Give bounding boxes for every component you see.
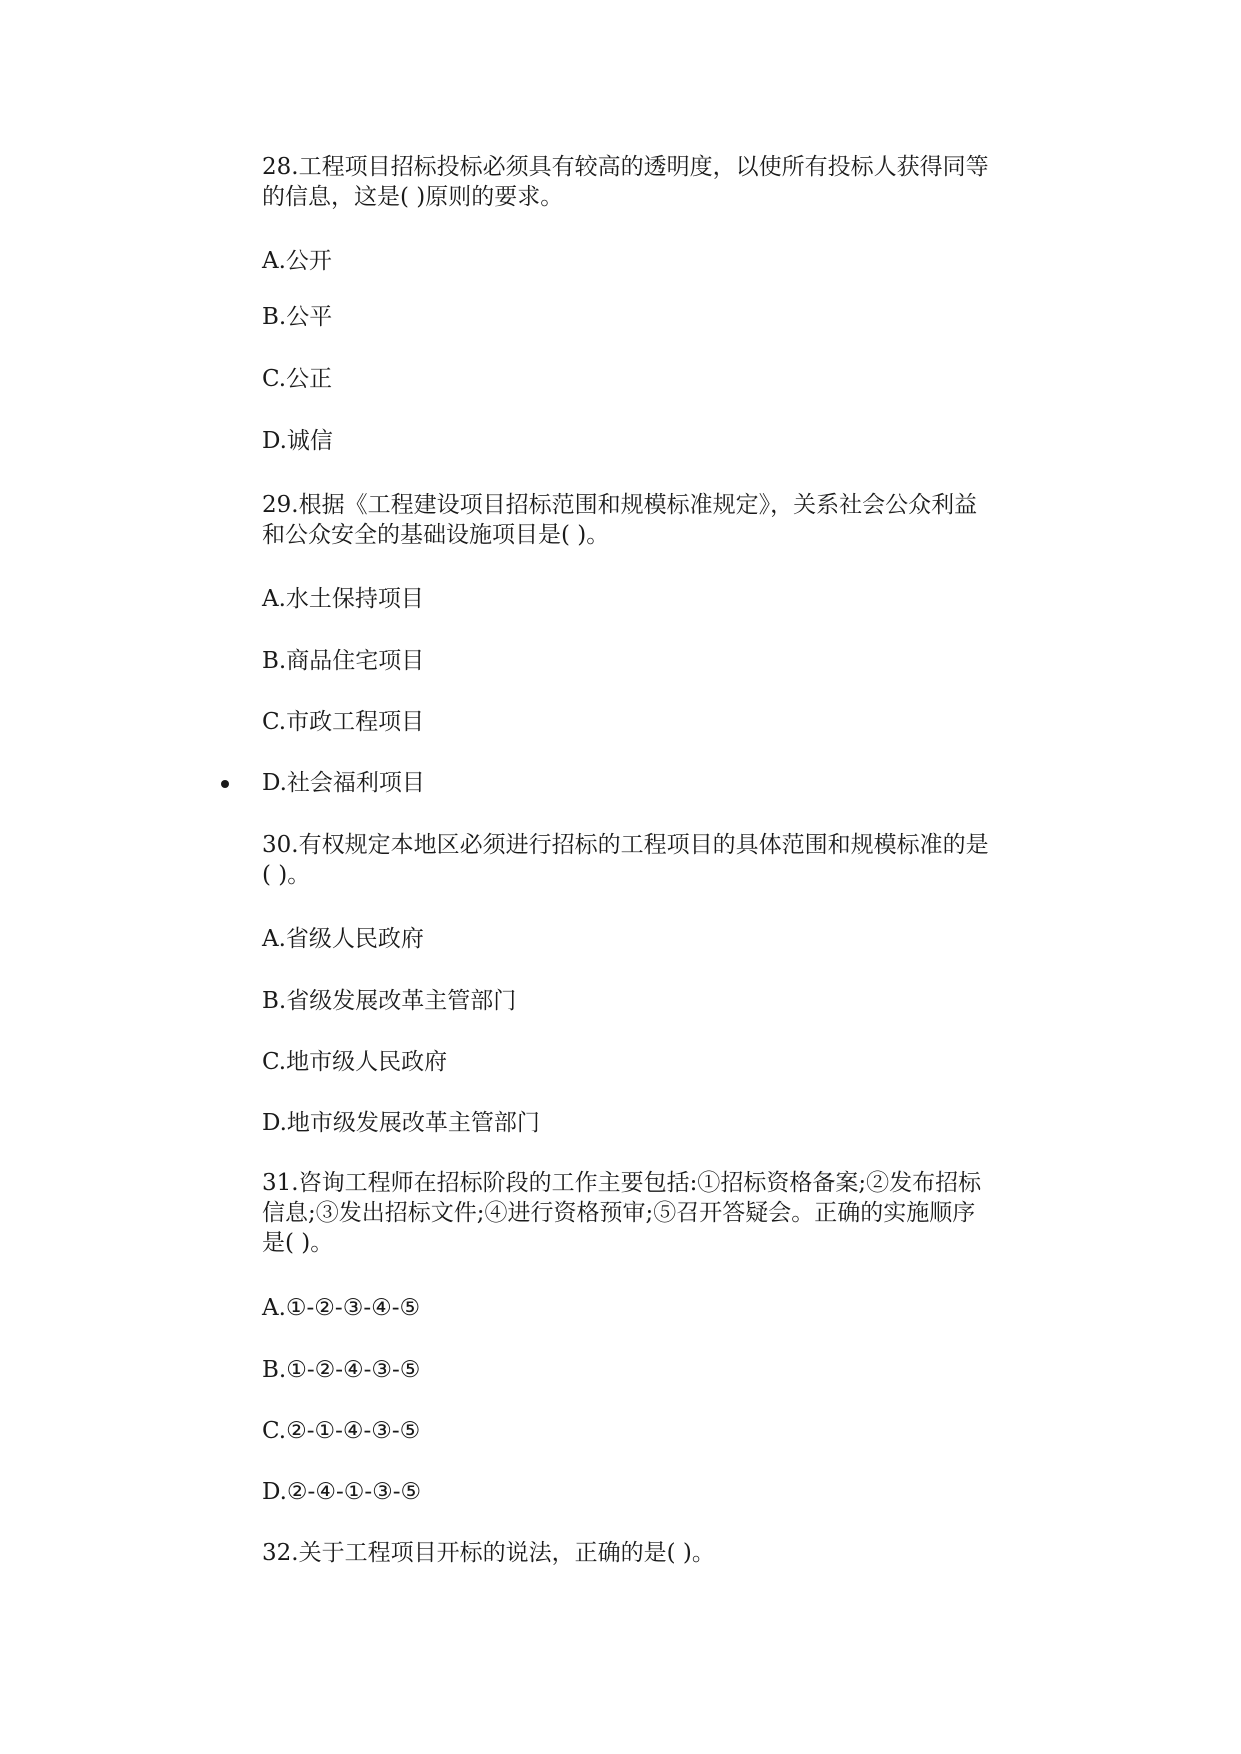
question-stem-line: 30.有权规定本地区必须进行招标的工程项目的具体范围和规模标准的是 [262,832,989,858]
question-29-option-b: B.商品住宅项目 [262,648,425,674]
question-30-option-b: B.省级发展改革主管部门 [262,988,517,1014]
question-30-option-d: D.地市级发展改革主管部门 [262,1110,540,1136]
question-30-option-c: C.地市级人民政府 [262,1049,448,1075]
question-28-option-b: B.公平 [262,304,333,330]
question-stem-line: ( )。 [262,862,311,888]
question-stem-line: 31.咨询工程师在招标阶段的工作主要包括:①招标资格备案;②发布招标 [262,1170,982,1196]
question-31-option-c: C.②-①-④-③-⑤ [262,1418,421,1444]
question-stem-line: 28.工程项目招标投标必须具有较高的透明度，以使所有投标人获得同等 [262,154,989,180]
question-29-option-d: D.社会福利项目 [262,770,425,796]
question-29-option-c: C.市政工程项目 [262,709,425,735]
question-29-stem [262,490,1062,550]
question-stem-line: 的信息，这是( )原则的要求。 [262,184,564,210]
question-stem-line: 和公众安全的基础设施项目是( )。 [262,522,610,548]
question-28-option-a: A.公开 [262,248,332,274]
question-29-option-a: A.水土保持项目 [262,586,424,612]
question-28-option-c: C.公正 [262,366,333,392]
question-31-option-a: A.①-②-③-④-⑤ [262,1295,421,1321]
question-32-stem: 32.关于工程项目开标的说法，正确的是( )。 [262,1540,715,1566]
question-31-option-d: D.②-④-①-③-⑤ [262,1479,422,1505]
list-bullet-icon [221,780,229,788]
question-28-stem [262,152,1062,212]
question-stem-line: 是( )。 [262,1230,334,1256]
question-31-option-b: B.①-②-④-③-⑤ [262,1357,421,1383]
question-stem-line: 29.根据《工程建设项目招标范围和规模标准规定》，关系社会公众利益 [262,492,978,518]
question-stem-line: 信息;③发出招标文件;④进行资格预审;⑤召开答疑会。正确的实施顺序 [262,1200,976,1226]
question-30-option-a: A.省级人民政府 [262,926,424,952]
question-30-stem [262,830,1062,890]
question-28-option-d: D.诚信 [262,428,333,454]
question-31-stem [262,1168,1062,1258]
